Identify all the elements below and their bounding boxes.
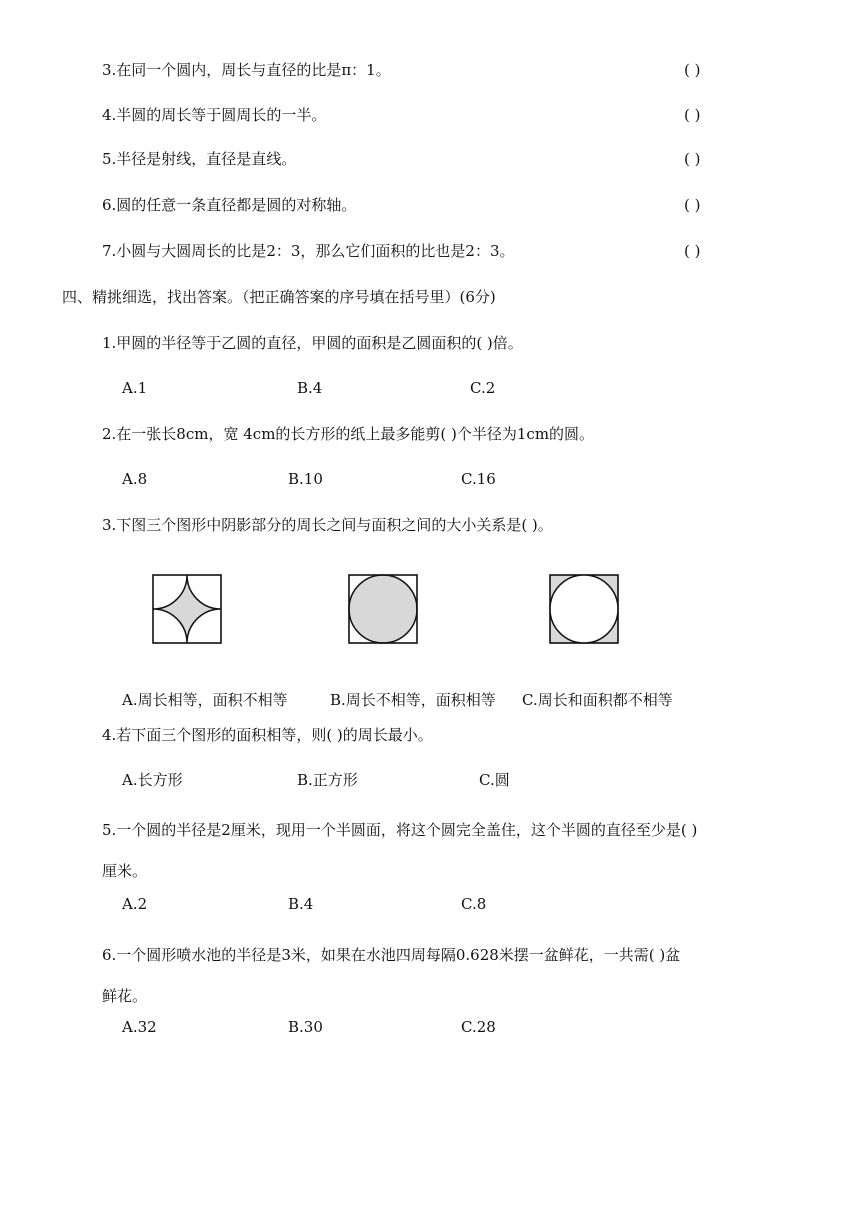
figure-inscribed-circle-shape xyxy=(549,574,619,644)
q3-option-b[interactable]: B.周长不相等，面积相等 xyxy=(330,691,496,709)
q2-option-a[interactable]: A.8 xyxy=(122,470,148,488)
judge-item-5: 5.半径是射线，直径是直线。 xyxy=(102,150,297,168)
question-5-line2: 厘米。 xyxy=(102,862,148,880)
answer-paren-7[interactable]: ( ) xyxy=(684,242,701,260)
section-heading: 四、精挑细选，找出答案。（把正确答案的序号填在括号里）(6分) xyxy=(62,288,496,306)
answer-paren-6[interactable]: ( ) xyxy=(684,196,701,214)
q1-option-b[interactable]: B.4 xyxy=(297,379,323,397)
q2-option-b[interactable]: B.10 xyxy=(288,470,323,488)
question-6-line2: 鲜花。 xyxy=(102,987,148,1005)
question-6-line1: 6.一个圆形喷水池的半径是3米，如果在水池四周每隔0.628米摆一盆鲜花，一共需( )盆 xyxy=(102,946,681,964)
q5-option-a[interactable]: A.2 xyxy=(122,895,148,913)
figure-semicircles-shape xyxy=(348,574,418,644)
q6-option-b[interactable]: B.30 xyxy=(288,1018,323,1036)
q6-option-c[interactable]: C.28 xyxy=(461,1018,496,1036)
judge-item-4: 4.半圆的周长等于圆周长的一半。 xyxy=(102,106,327,124)
question-1: 1.甲圆的半径等于乙圆的直径，甲圆的面积是乙圆面积的( )倍。 xyxy=(102,334,523,352)
q5-option-c[interactable]: C.8 xyxy=(461,895,487,913)
q6-option-a[interactable]: A.32 xyxy=(122,1018,157,1036)
q3-option-a[interactable]: A.周长相等，面积不相等 xyxy=(122,691,288,709)
judge-item-7: 7.小圆与大圆周长的比是2：3，那么它们面积的比也是2：3。 xyxy=(102,242,515,260)
q4-option-b[interactable]: B.正方形 xyxy=(297,771,358,789)
answer-paren-3[interactable]: ( ) xyxy=(684,61,701,79)
q1-option-c[interactable]: C.2 xyxy=(470,379,496,397)
q5-option-b[interactable]: B.4 xyxy=(288,895,314,913)
judge-item-6: 6.圆的任意一条直径都是圆的对称轴。 xyxy=(102,196,357,214)
judge-item-3: 3.在同一个圆内，周长与直径的比是π：1。 xyxy=(102,61,391,79)
question-5-line1: 5.一个圆的半径是2厘米，现用一个半圆面，将这个圆完全盖住，这个半圆的直径至少是( ) xyxy=(102,821,698,839)
q4-option-a[interactable]: A.长方形 xyxy=(122,771,183,789)
q2-option-c[interactable]: C.16 xyxy=(461,470,496,488)
q4-option-c[interactable]: C.圆 xyxy=(479,771,510,789)
q3-option-c[interactable]: C.周长和面积都不相等 xyxy=(522,691,673,709)
answer-paren-4[interactable]: ( ) xyxy=(684,106,701,124)
figure-star-shape xyxy=(152,574,222,644)
q1-option-a[interactable]: A.1 xyxy=(122,379,148,397)
answer-paren-5[interactable]: ( ) xyxy=(684,150,701,168)
question-3: 3.下图三个图形中阴影部分的周长之间与面积之间的大小关系是( )。 xyxy=(102,516,553,534)
question-4: 4.若下面三个图形的面积相等，则( )的周长最小。 xyxy=(102,726,433,744)
question-2: 2.在一张长8cm，宽 4cm的长方形的纸上最多能剪( )个半径为1cm的圆。 xyxy=(102,425,595,443)
